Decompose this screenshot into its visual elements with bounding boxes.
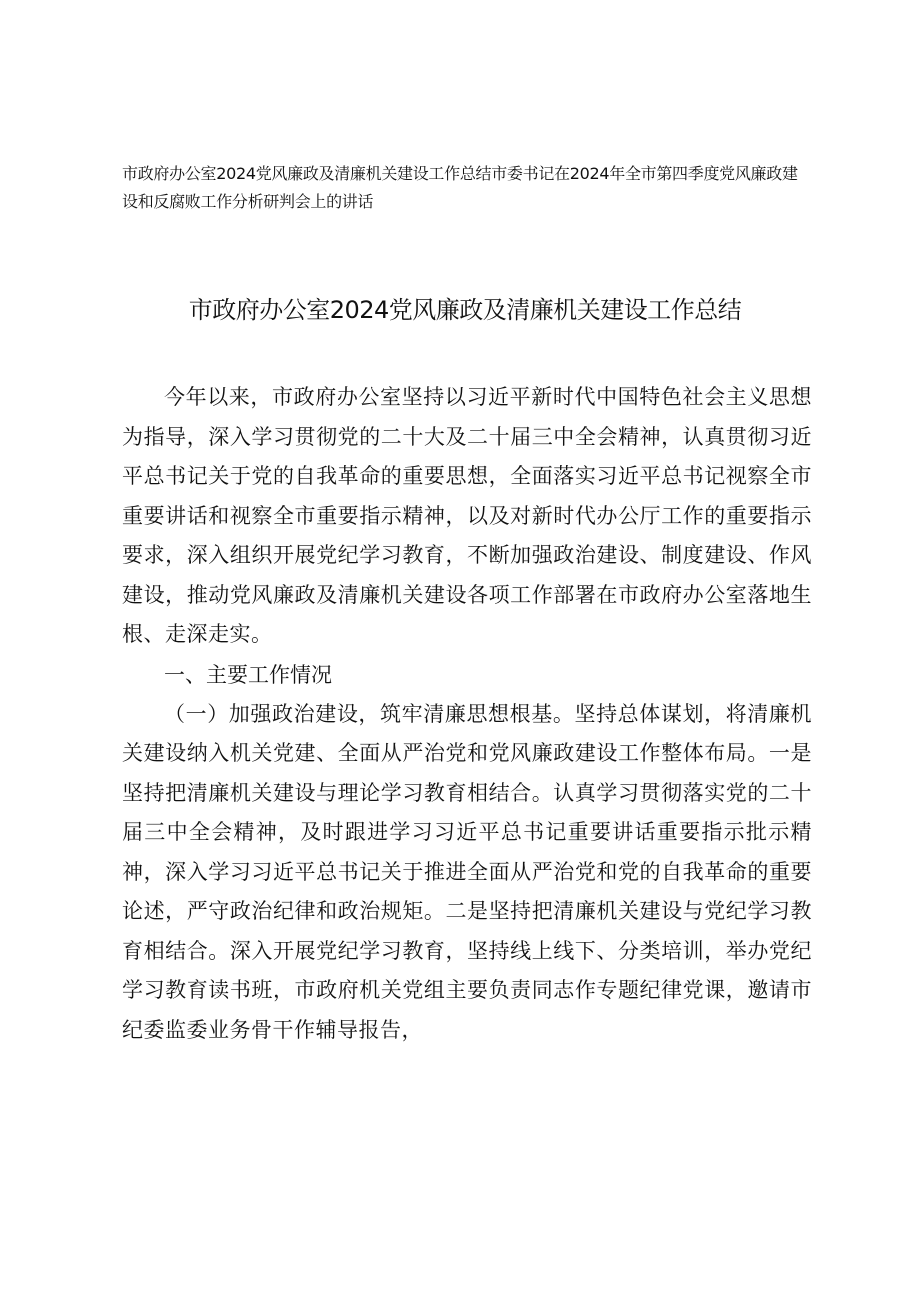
intro-paragraph: 今年以来，市政府办公室坚持以习近平新时代中国特色社会主义思想为指导，深入学习贯彻党的二十大及二十届三中全会精神，认真贯彻习近平总书记关于党的自我革命的重要思想，全面落实习近平总书记视察全市重要讲话和视察全市重要指示精神，以及对新时代办公厅工作的重要指示要求，深入组织开展党纪学习教育，不断加强政治建设、制度建设、作风建设，推动党风廉政及清廉机关建设各项工作部署在市政府办公室落地生根、走深走实。 [122,385,812,646]
document-title: 市政府办公室2024党风廉政及清廉机关建设工作总结 [188,296,742,324]
section-paragraph-political-building: （一）加强政治建设，筑牢清廉思想根基。坚持总体谋划，将清廉机关建设纳入机关党建、全面从严治党和党风廉政建设工作整体布局。一是坚持把清廉机关建设与理论学习教育相结合。认真学习贯彻落实党的二十届三中全会精神，及时跟进学习习近平总书记重要讲话重要指示批示精神，深入学习习近平总书记关于推进全面从严治党和党的自我革命的重要论述，严守政治纪律和政治规矩。二是坚持把清廉机关建设与党纪学习教育相结合。深入开展党纪学习教育，坚持线上线下、分类培训，举办党纪学习教育读书班，市政府机关党组主要负责同志作专题纪律党课，邀请市纪委监委业务骨干作辅导报告， [122,701,812,1042]
document-body [122,378,812,1050]
section-heading-main-work: 一、主要工作情况 [164,662,332,687]
document-header: 市政府办公室2024党风廉政及清廉机关建设工作总结市委书记在2024年全市第四季度党风廉政建设和反腐败工作分析研判会上的讲话 [122,164,798,211]
